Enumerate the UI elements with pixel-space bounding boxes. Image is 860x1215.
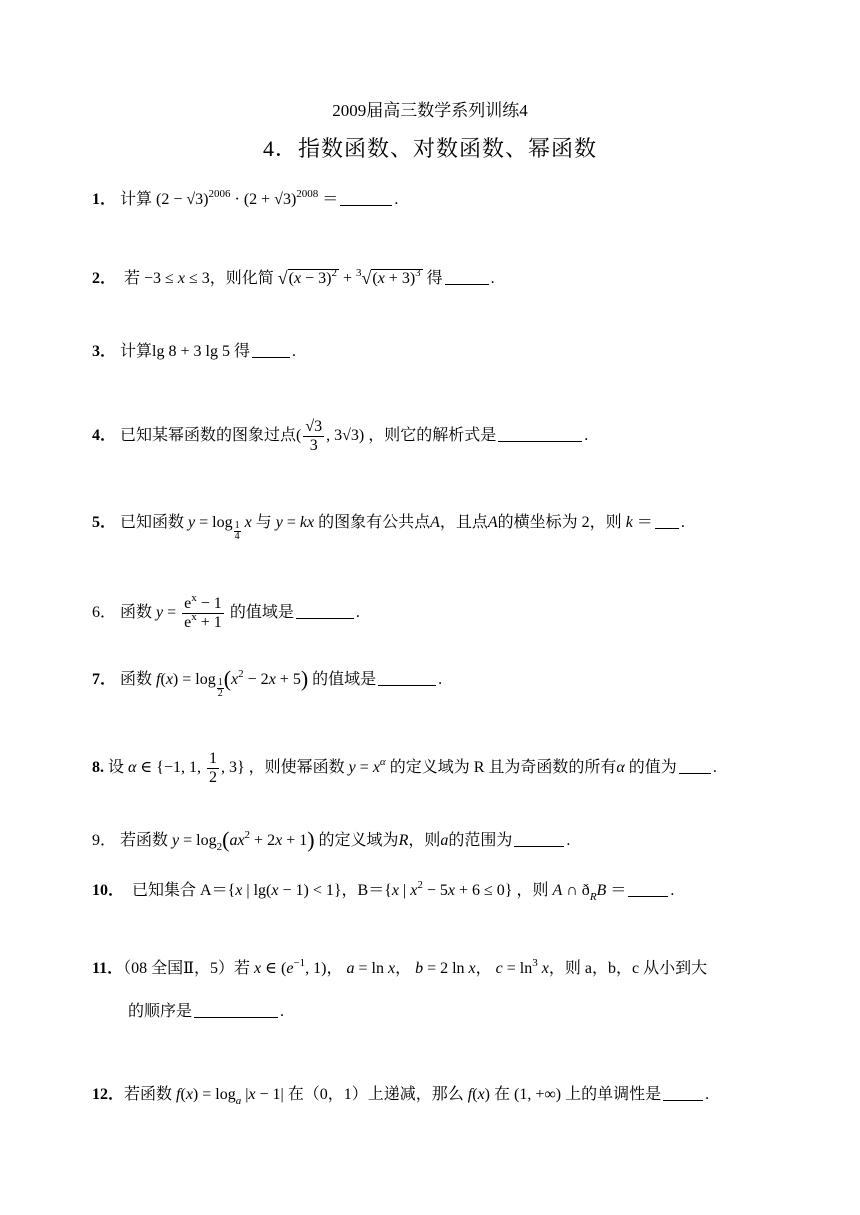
question-8: 8. 设 α ∈ {−1, 1, $\frac{1}{2}$ , 3} ，则使幂函数 $y = x^\alpha$ 的定义域为 R 且为奇函数的所有α 的值为 . [92, 750, 717, 786]
answer-blank [340, 190, 392, 206]
set: α ∈ {−1, 1, $\frac{1}{2}$ , 3} [128, 750, 245, 786]
answer-blank [663, 1085, 703, 1101]
question-11: 11．（08 全国Ⅱ，5）若 x ∈ ($e^{-1}$, 1)， a = ln x， b = 2 ln x， $c = \ln^3 x$，则 a，b，c 从小到大 [92, 957, 708, 977]
question-11-continued: 的顺序是 . [128, 1003, 285, 1020]
question-number: 8 [92, 759, 100, 777]
condition: −3 ≤ x ≤ 3 [144, 270, 210, 287]
question-2: 2． 若 −3 ≤ x ≤ 3，则化简 $√(x - 3)^2 + ^3√(x + 3)^3$ 得 . [92, 267, 495, 288]
question-6: 6． 函数 y = $\frac{e^x - 1}{e^x + 1}$ 的值域是 . [92, 592, 360, 631]
question-9: 9． 若函数 $y = \log_2(ax^2 + 2x + 1)$ 的定义域为R，则a的范围为 . [92, 827, 571, 853]
point: ( $\frac{√3}{3}$ , 3√3) [296, 418, 365, 454]
answer-blank [679, 758, 711, 774]
answer-blank [378, 670, 436, 686]
question-12: 12．若函数 $f(x) = \log_a |x - 1|$ 在（0，1）上递减，那么 f(x) 在 (1, +∞) 上的单调性是 . [92, 1086, 710, 1107]
question-text: 计算 [120, 191, 153, 208]
question-number: 12 [92, 1086, 108, 1103]
answer-blank [194, 1002, 278, 1018]
question-number: 11 [92, 960, 108, 977]
question-5: 5． 已知函数 y = log $\frac{1}{4}$ x 与 y = kx 的图象有公共点A，且点A的横坐标为 2，则 k ＝ . [92, 514, 685, 542]
question-number: 4 [92, 427, 100, 445]
question-number: 7 [92, 671, 100, 688]
set-b: {x | $x^2 - 5x + 6 \le 0$} [384, 879, 513, 899]
formula: f(x) = log $\frac{1}{2}$ $(x^2 - 2x + 5)$ [156, 666, 309, 699]
formula: y = log $\frac{1}{4}$ x [188, 514, 252, 542]
formula: y = $\frac{e^x - 1}{e^x + 1}$ [156, 592, 222, 631]
formula: $(2 - √3)^{2006} \cdot (2 + √3)^{2008}$ [156, 188, 319, 208]
answer-blank [498, 426, 582, 442]
question-number: 9 [92, 832, 100, 849]
question-number: 3 [92, 343, 100, 360]
formula: lg 8 + 3 lg 5 [152, 343, 230, 360]
formula: $y = \log_2(ax^2 + 2x + 1)$ [172, 827, 315, 853]
question-3: 3． 计算lg 8 + 3 lg 5 得 . [92, 343, 296, 360]
chapter-title: 4．指数函数、对数函数、幂函数 [262, 136, 597, 161]
question-number: 1 [92, 191, 100, 208]
answer-blank [655, 513, 679, 529]
answer-blank [252, 342, 290, 358]
question-10: 10． 已知集合 A＝{x | lg(x − 1) < 1}，B＝{x | $x^2 - 5x + 6 \le 0$} ，则 A ∩ $ð_RB$ ＝ . [92, 879, 675, 903]
question-1: 1． 计算 $(2 - √3)^{2006} \cdot (2 + √3)^{2008}$ ＝ . [92, 188, 399, 208]
set-a: {x | lg(x − 1) < 1} [227, 882, 342, 899]
answer-blank [514, 831, 564, 847]
formula: $f(x) = \log_a |x - 1|$ [176, 1086, 284, 1107]
question-number: 6 [92, 604, 100, 622]
answer-blank [628, 881, 668, 897]
formula: $√(x - 3)^2 + ^3√(x + 3)^3$ [277, 267, 421, 288]
answer-blank [445, 269, 489, 285]
series-title: 2009届高三数学系列训练4 [332, 101, 528, 120]
question-number: 2 [92, 270, 100, 287]
answer-blank [296, 603, 354, 619]
question-4: 4． 已知某幂函数的图象过点( $\frac{√3}{3}$ , 3√3) ，则它的解析式是 . [92, 418, 589, 454]
question-number: 5 [92, 514, 100, 531]
question-7: 7． 函数 f(x) = log $\frac{1}{2}$ $(x^2 - 2x + 5)$ 的值域是 . [92, 666, 443, 699]
question-number: 10 [92, 882, 108, 899]
